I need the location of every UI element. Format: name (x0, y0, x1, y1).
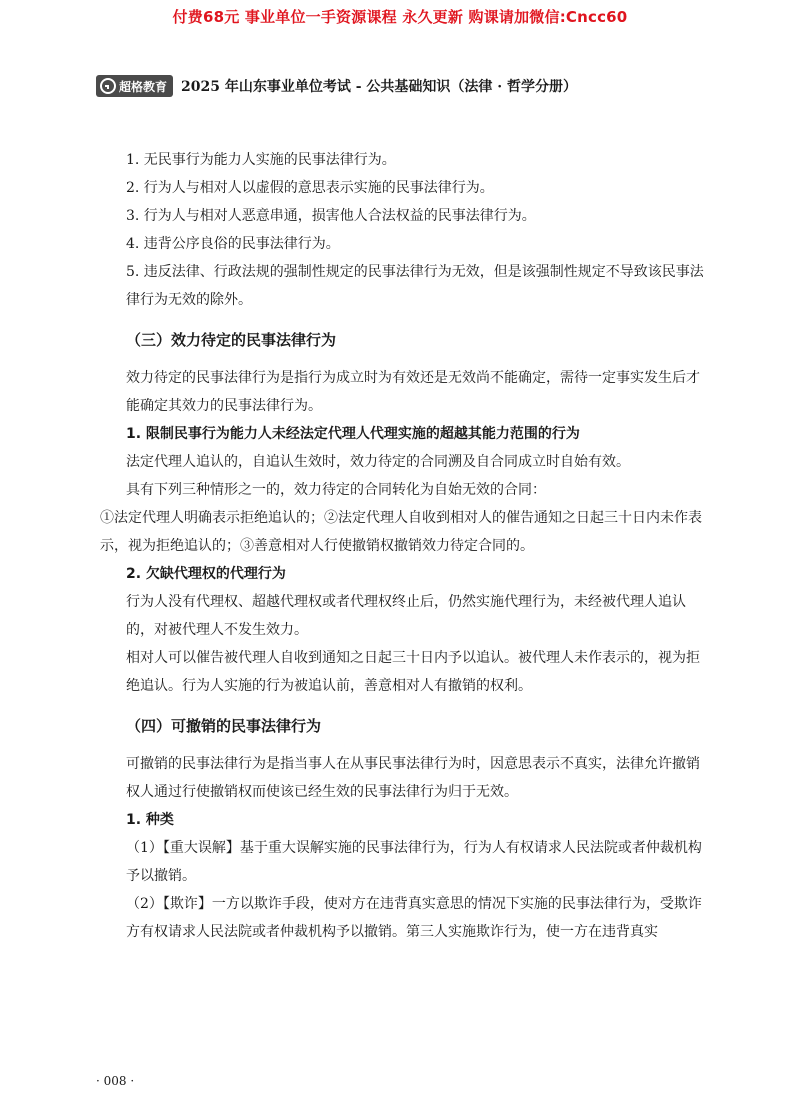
list-item: 5. 违反法律、行政法规的强制性规定的民事法律行为无效，但是该强制性规定不导致该民事法律行为无效的除外。 (126, 264, 704, 308)
page-content (100, 146, 706, 946)
top-banner: 付费68元 事业单位一手资源课程 永久更新 购课请加微信:Cncc60 (172, 8, 628, 26)
subsection-heading: 1. 种类 (126, 812, 174, 828)
section-heading-3: （三）效力待定的民事法律行为 (126, 331, 337, 349)
paragraph: （1）【重大误解】基于重大误解实施的民事法律行为，行为人有权请求人民法院或者仲裁机构予以撤销。 (126, 840, 702, 884)
paragraph: 具有下列三种情形之一的，效力待定的合同转化为自始无效的合同： (126, 482, 546, 498)
paragraph: 法定代理人追认的，自追认生效时，效力待定的合同溯及自合同成立时自始有效。 (126, 454, 630, 470)
logo (96, 75, 173, 97)
section-heading-4: （四）可撤销的民事法律行为 (126, 717, 322, 735)
paragraph: 效力待定的民事法律行为是指行为成立时为有效还是无效尚不能确定，需待一定事实发生后才能确定其效力的民事法律行为。 (126, 370, 700, 414)
paragraph: 可撤销的民事法律行为是指当事人在从事民事法律行为时，因意思表示不真实，法律允许撤销权人通过行使撤销权而使该已经生效的民事法律行为归于无效。 (126, 756, 700, 800)
page-number: · 008 · (96, 1074, 135, 1088)
subsection-heading: 2. 欠缺代理权的代理行为 (126, 566, 286, 582)
logo-icon (100, 78, 116, 94)
list-item: 3. 行为人与相对人恶意串通，损害他人合法权益的民事法律行为。 (126, 208, 536, 224)
list-item: 1. 无民事行为能力人实施的民事法律行为。 (126, 152, 396, 168)
header-title: 2025 年山东事业单位考试 - 公共基础知识（法律 · 哲学分册） (181, 79, 578, 95)
list-item: 2. 行为人与相对人以虚假的意思表示实施的民事法律行为。 (126, 180, 494, 196)
subsection-heading: 1. 限制民事行为能力人未经法定代理人代理实施的超越其能力范围的行为 (126, 426, 580, 442)
paragraph: ①法定代理人明确表示拒绝追认的；②法定代理人自收到相对人的催告通知之日起三十日内未作表示，视为拒绝追认的；③善意相对人行使撤销权撤销效力待定合同的。 (100, 510, 702, 554)
logo-text: 超格教育 (119, 79, 168, 94)
list-item: 4. 违背公序良俗的民事法律行为。 (126, 236, 340, 252)
paragraph: 行为人没有代理权、超越代理权或者代理权终止后，仍然实施代理行为，未经被代理人追认的，对被代理人不发生效力。 (126, 594, 686, 638)
paragraph: 相对人可以催告被代理人自收到通知之日起三十日内予以追认。被代理人未作表示的，视为拒绝追认。行为人实施的行为被追认前，善意相对人有撤销的权利。 (126, 650, 700, 694)
page-header (96, 74, 716, 98)
paragraph: （2）【欺诈】一方以欺诈手段，使对方在违背真实意思的情况下实施的民事法律行为，受欺诈方有权请求人民法院或者仲裁机构予以撤销。第三人实施欺诈行为，使一方在违背真实 (126, 896, 702, 940)
